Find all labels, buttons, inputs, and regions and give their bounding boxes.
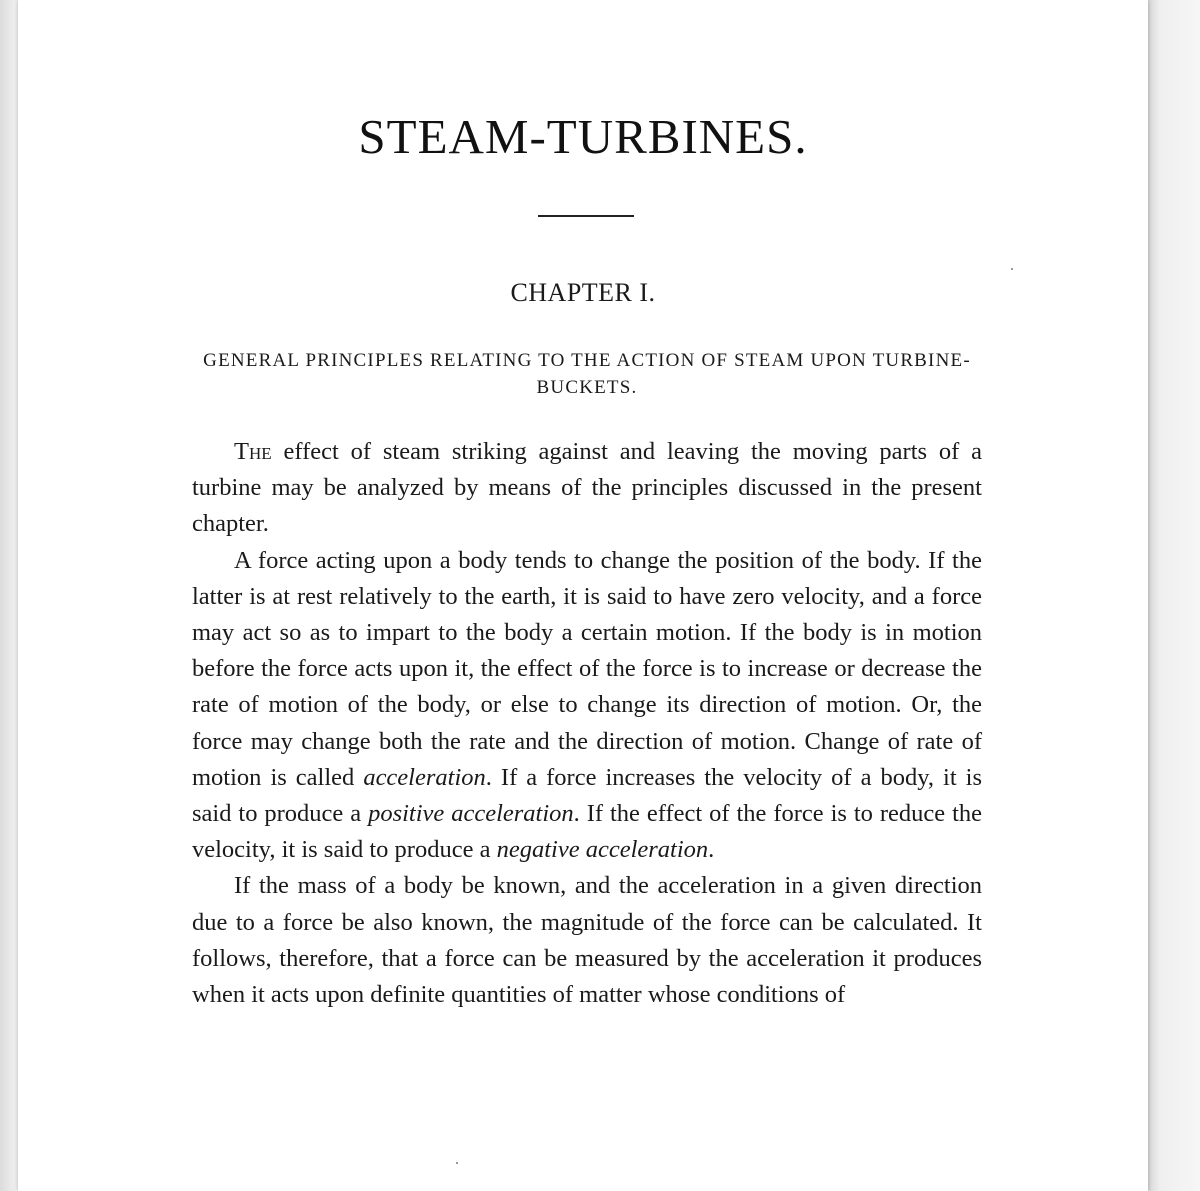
chapter-subtitle: GENERAL PRINCIPLES RELATING TO THE ACTION OF STEAM UPON TURBINE-BUCKETS. <box>203 350 971 398</box>
paragraph-1 <box>192 434 982 543</box>
book-title: STEAM-TURBINES. <box>358 109 808 164</box>
scan-speck <box>456 1162 458 1164</box>
body-text <box>192 434 982 1013</box>
paragraph-2 <box>192 543 982 869</box>
paragraph-text: effect of steam striking against and leaving the moving parts of a turbine may be analyzed by means of the principles discussed in the present chapter. <box>192 438 982 538</box>
title-divider <box>538 215 634 217</box>
document-page <box>18 0 1148 1191</box>
viewer-scrollbar-gutter[interactable] <box>1148 0 1200 1191</box>
paragraph-text: . If a force increases the velocity of a body, it is said to produce a <box>192 763 982 828</box>
chapter-heading: CHAPTER I. <box>510 278 656 307</box>
viewer-left-margin <box>0 0 18 1191</box>
paragraph-text: . <box>708 836 715 864</box>
italic-term: acceleration <box>363 763 486 791</box>
paragraph-text: A force acting upon a body tends to change the position of the body. If the latter is at rest relatively to the earth, it is said to have zero velocity, and a force may act so as to impart to the body a certain motion. If the body is in motion before the force acts upon it, the effect of the force is to increase or decrease the rate of motion of the body, or else to change its direction of motion. Or, the force may change both the rate and the direction of motion. Change of rate of motion is called <box>192 546 982 791</box>
paragraph-text: . If the effect of the force is to reduce the velocity, it is said to produce a <box>192 800 983 864</box>
italic-term: negative acceleration <box>496 836 709 864</box>
paragraph-3 <box>192 868 982 1013</box>
scan-speck <box>1011 268 1013 270</box>
paragraph-text: If the mass of a body be known, and the acceleration in a given direction due to a force be also known, the magnitude of the force can be calculated. It follows, therefore, that a force can be measured by the acceleration it produces when it acts upon definite quantities of matter whose conditions of <box>192 872 982 1009</box>
lead-word: The <box>234 438 272 465</box>
italic-term: positive acceleration <box>368 800 574 828</box>
